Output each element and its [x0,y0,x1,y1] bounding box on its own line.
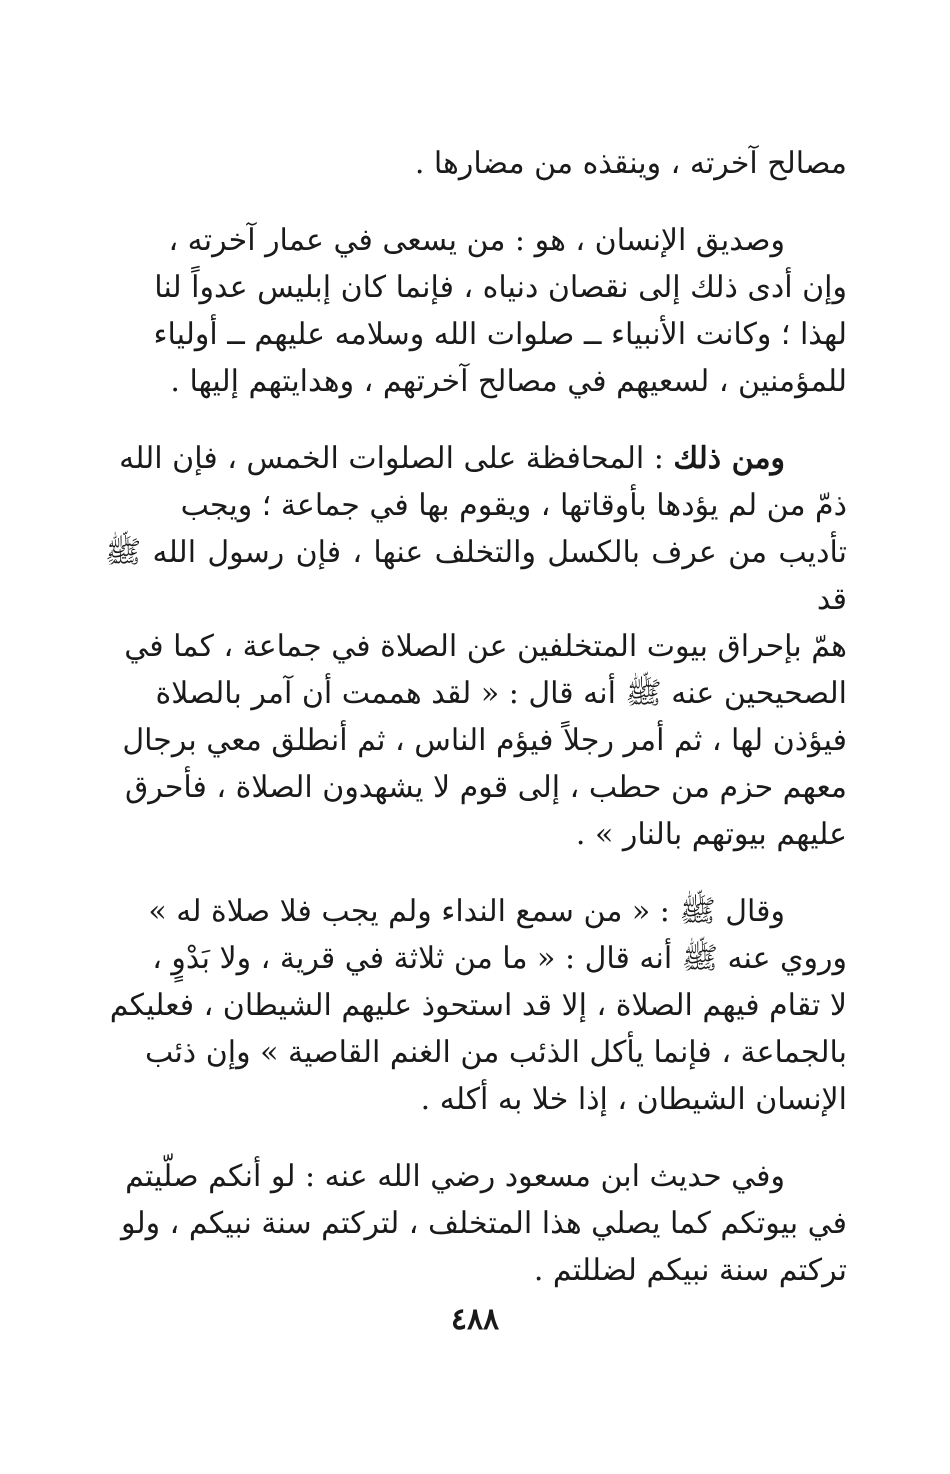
text-line: تركتم سنة نبيكم لضللتم . [533,1253,847,1288]
text-line: لا تقام فيهم الصلاة ، إلا قد استحوذ عليهم الشيطان ، فعليكم [109,988,847,1023]
page-number: ٤٨٨ [450,1302,500,1337]
paragraph-3 [105,435,847,858]
bold-lead-phrase: ومن ذلك [673,441,785,476]
text-line: بالجماعة ، فإنما يأكل الذئب من الغنم القاصية » وإن ذئب [145,1035,847,1070]
text-line: وروي عنه ﷺ أنه قال : « ما من ثلاثة في قرية ، ولا بَدْوٍ ، [152,941,847,976]
text-line: فيؤذن لها ، ثم أمر رجلاً فيؤم الناس ، ثم أنطلق معي برجال [122,723,847,758]
text-line-rest: : المحافظة على الصلوات الخمس ، فإن الله [119,441,664,476]
text-line: الصحيحين عنه ﷺ أنه قال : « لقد هممت أن آمر بالصلاة [155,676,847,711]
text-line: الإنسان الشيطان ، إذا خلا به أكله . [420,1082,847,1117]
text-line: لهذا ؛ وكانت الأنبياء ــ صلوات الله وسلامه عليهم ــ أولياء [153,317,847,352]
text-line: وفي حديث ابن مسعود رضي الله عنه : لو أنكم صلّيتم [125,1159,785,1194]
text-line: وإن أدى ذلك إلى نقصان دنياه ، فإنما كان إبليس عدواً لنا [154,270,847,305]
page-body [105,140,847,1324]
text-line: للمؤمنين ، لسعيهم في مصالح آخرتهم ، وهدايتهم إليها . [170,364,847,399]
text-line: همّ بإحراق بيوت المتخلفين عن الصلاة في جماعة ، كما في [124,629,847,664]
text-line: معهم حزم من حطب ، إلى قوم لا يشهدون الصلاة ، فأحرق [125,770,847,805]
text-line: وقال ﷺ : « من سمع النداء ولم يجب فلا صلاة له » [148,894,785,929]
paragraph-5 [105,1153,847,1294]
paragraph-4 [105,888,847,1123]
paragraph-1 [105,140,847,187]
text-line: تأديب من عرف بالكسل والتخلف عنها ، فإن رسول الله ﷺ قد [105,535,847,617]
text-line: في بيوتكم كما يصلي هذا المتخلف ، لتركتم سنة نبيكم ، ولو [120,1206,847,1241]
text-line: عليهم بيوتهم بالنار » . [575,817,847,852]
text-line: ذمّ من لم يؤدها بأوقاتها ، ويقوم بها في جماعة ؛ ويجب [180,488,847,523]
text-line: وصديق الإنسان ، هو : من يسعى في عمار آخرته ، [168,223,785,258]
paragraph-2 [105,217,847,405]
text-line: مصالح آخرته ، وينقذه من مضارها . [414,146,847,181]
text-line [105,435,847,482]
